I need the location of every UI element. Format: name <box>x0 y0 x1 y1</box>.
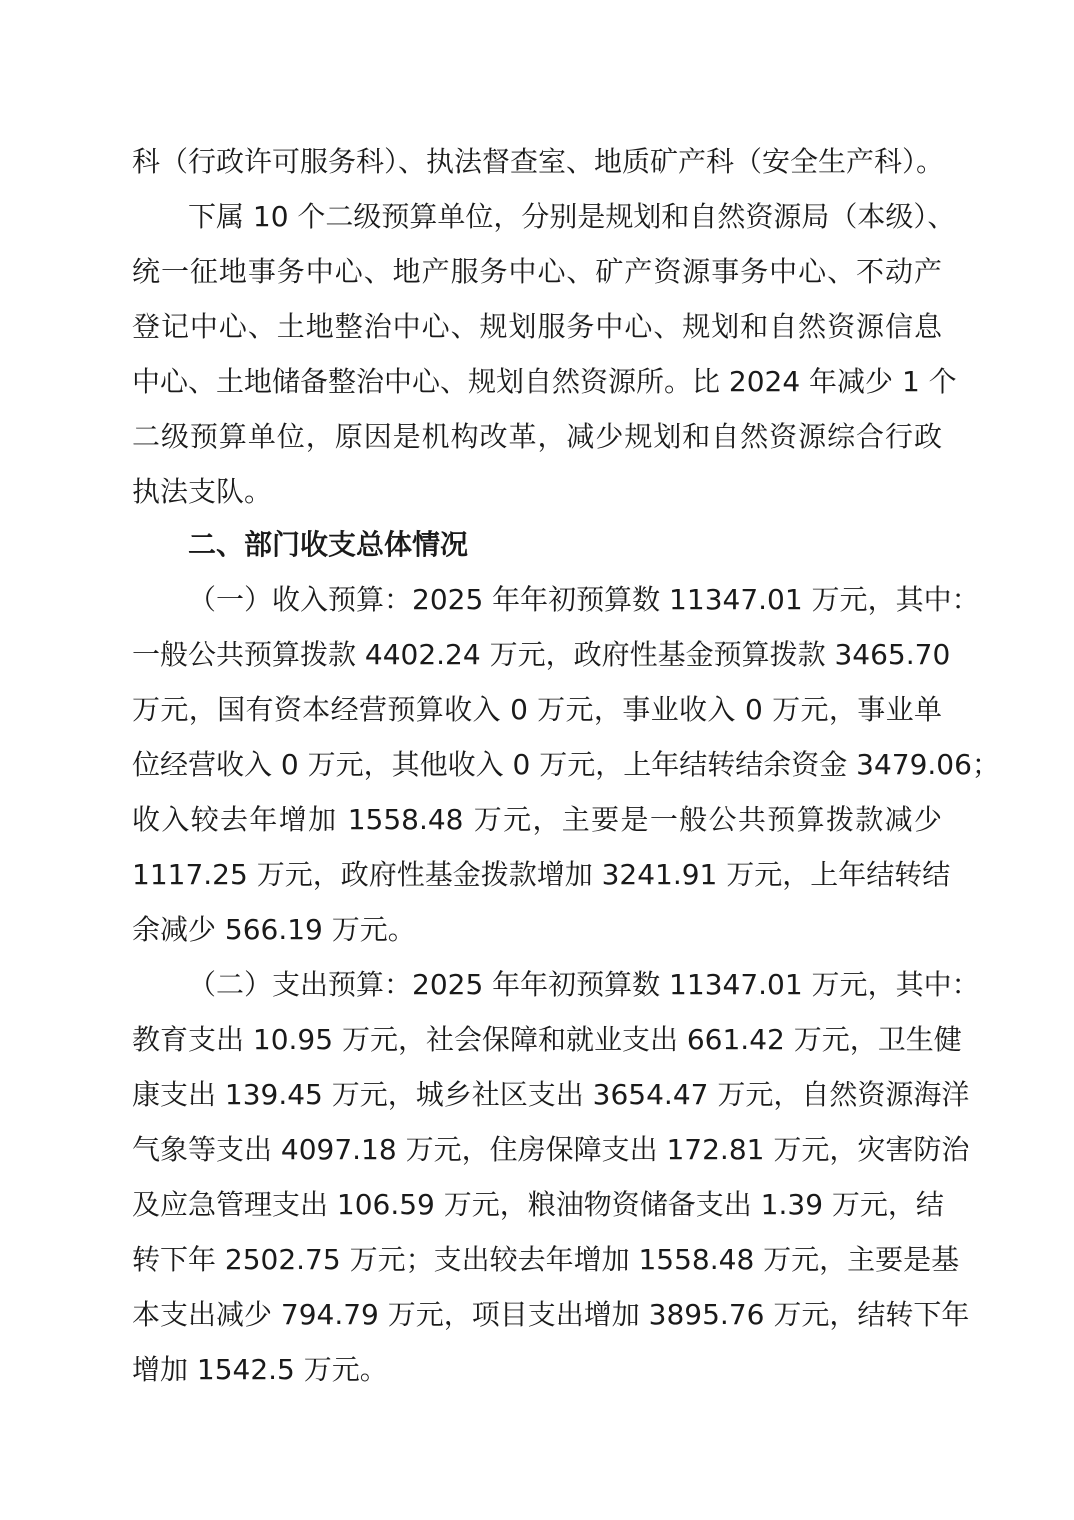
section-heading: 二、部门收支总体情况 <box>188 528 469 561</box>
paragraph-line: 一般公共预算拨款 4402.24 万元，政府性基金预算拨款 3465.70 <box>132 638 951 671</box>
paragraph-line: 执法支队。 <box>132 475 273 508</box>
paragraph-line: 1117.25 万元，政府性基金拨款增加 3241.91 万元，上年结转结 <box>132 858 951 891</box>
paragraph-line: 气象等支出 4097.18 万元，住房保障支出 172.81 万元，灾害防治 <box>132 1133 970 1166</box>
paragraph-line: 收入较去年增加 1558.48 万元，主要是一般公共预算拨款减少 <box>132 803 942 836</box>
paragraph-line: 登记中心、土地整治中心、规划服务中心、规划和自然资源信息 <box>132 310 942 343</box>
paragraph-line: 康支出 139.45 万元，城乡社区支出 3654.47 万元，自然资源海洋 <box>132 1078 970 1111</box>
paragraph-line: 位经营收入 0 万元，其他收入 0 万元，上年结转结余资金 3479.06； <box>132 748 1000 781</box>
paragraph-line: 及应急管理支出 106.59 万元，粮油物资储备支出 1.39 万元，结 <box>132 1188 944 1221</box>
paragraph-line: 本支出减少 794.79 万元，项目支出增加 3895.76 万元，结转下年 <box>132 1298 970 1331</box>
paragraph-line: （二）支出预算：2025 年年初预算数 11347.01 万元，其中： <box>188 968 980 1001</box>
paragraph-line: 统一征地事务中心、地产服务中心、矿产资源事务中心、不动产 <box>132 255 942 288</box>
paragraph-line: 增加 1542.5 万元。 <box>132 1353 388 1386</box>
paragraph-line: 下属 10 个二级预算单位，分别是规划和自然资源局（本级）、 <box>188 200 956 233</box>
paragraph-line: （一）收入预算：2025 年年初预算数 11347.01 万元，其中： <box>188 583 980 616</box>
paragraph-line: 中心、土地储备整治中心、规划自然资源所。比 2024 年减少 1 个 <box>132 365 957 398</box>
paragraph-line: 科（行政许可服务科）、执法督查室、地质矿产科（安全生产科）。 <box>132 145 945 178</box>
paragraph-line: 余减少 566.19 万元。 <box>132 913 416 946</box>
paragraph-line: 教育支出 10.95 万元，社会保障和就业支出 661.42 万元，卫生健 <box>132 1023 962 1056</box>
paragraph-line: 万元，国有资本经营预算收入 0 万元，事业收入 0 万元，事业单 <box>132 693 942 726</box>
paragraph-line: 二级预算单位，原因是机构改革，减少规划和自然资源综合行政 <box>132 420 942 453</box>
paragraph-line: 转下年 2502.75 万元；支出较去年增加 1558.48 万元，主要是基 <box>132 1243 960 1276</box>
